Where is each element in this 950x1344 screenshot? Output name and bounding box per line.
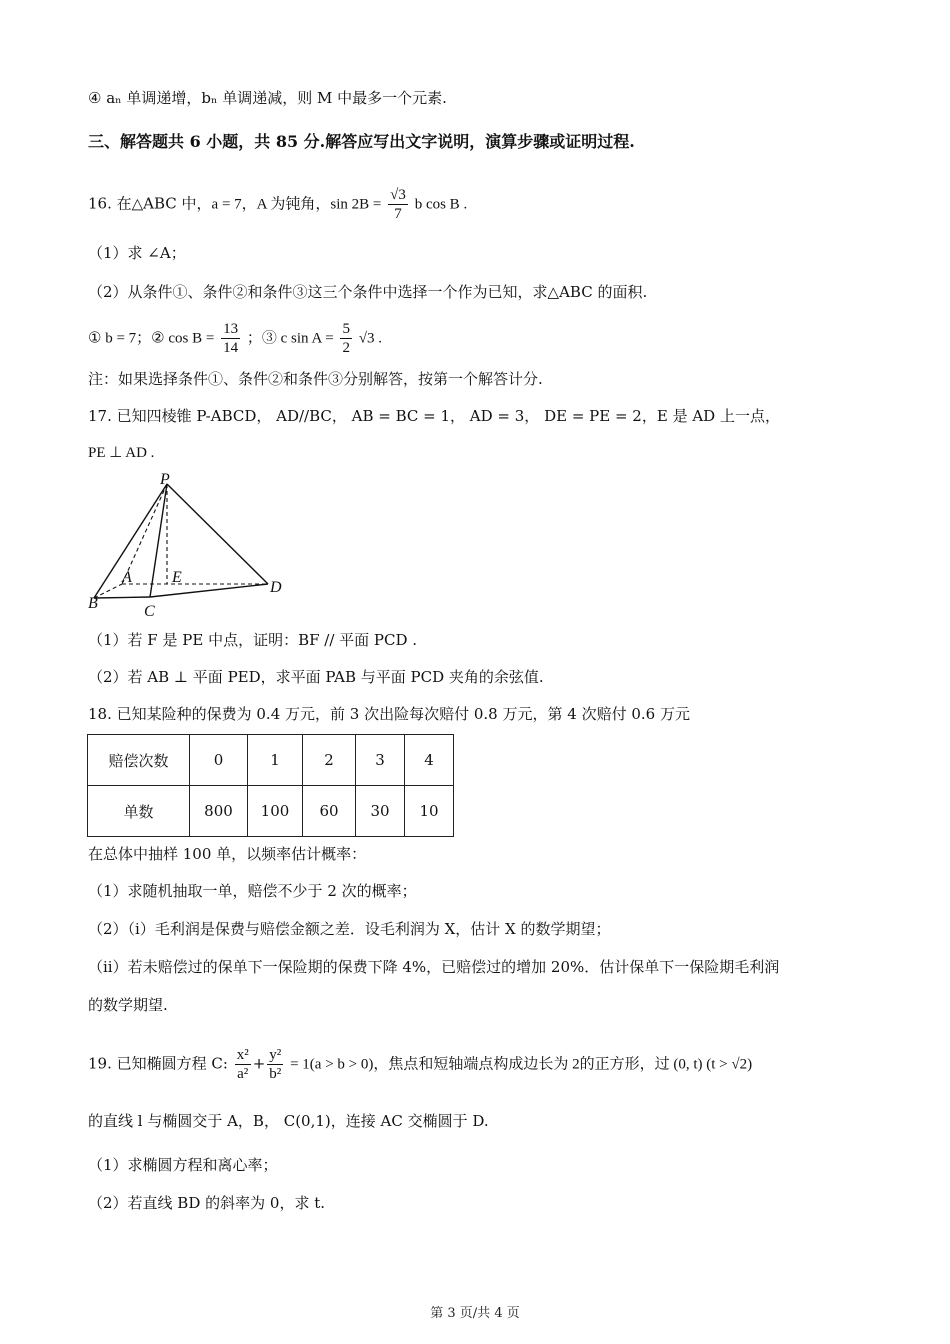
- label-P: P: [160, 471, 170, 488]
- q18-stem: 18. 已知某险种的保费为 0.4 万元，前 3 次出险每次赔付 0.8 万元，第 4 次赔付 0.6 万元: [88, 705, 690, 723]
- page-footer: 第 3 页/共 4 页: [430, 1306, 520, 1321]
- q16-cond3-fraction: [340, 320, 352, 357]
- q19-prefix: 19. 已知椭圆方程 C:: [88, 1054, 228, 1073]
- claims-table: [87, 734, 454, 837]
- q16-frac-den: 7: [394, 206, 402, 222]
- q19-frac-x-den: a²: [237, 1066, 249, 1082]
- label-B: B: [88, 595, 98, 612]
- label-C: C: [144, 603, 155, 620]
- table-row: [88, 786, 454, 837]
- table-cell: 1: [248, 735, 303, 786]
- q17-stem: 17. 已知四棱锥 P-ABCD， AD//BC， AB = BC = 1， AD = 3， DE = PE = 2，E 是 AD 上一点，: [88, 407, 780, 425]
- q16-note: 注：如果选择条件①、条件②和条件③分别解答，按第一个解答计分.: [88, 370, 543, 388]
- q18-part1: （1）求随机抽取一单，赔偿不少于 2 次的概率；: [88, 882, 417, 900]
- q16-cond3: ；③ c sin A =: [246, 330, 334, 347]
- q16-frac-num: √3: [390, 187, 406, 203]
- q16-part2: （2）从条件①、条件②和条件③这三个条件中选择一个作为已知，求△ABC 的面积.: [88, 283, 648, 301]
- q16-conditions: [88, 320, 382, 357]
- label-E: E: [172, 569, 182, 586]
- q19-frac-y-den: b²: [269, 1066, 282, 1082]
- q19-stem: 19. 已知椭圆方程 C: $\frac{\text{x²}}{\text{a²}}$ + $\frac{\text{y²}}{\text{b²}}$ = 1(a > b > 0)，焦点和短轴端点构成边长为 2的正方形，过 (0, t) (t > √2): [88, 1047, 753, 1082]
- q18-sample: 在总体中抽样 100 单，以频率估计概率：: [88, 845, 367, 863]
- q19-frac-y-num: y²: [269, 1047, 282, 1063]
- table-cell: 2: [303, 735, 356, 786]
- q17-part2: （2）若 AB ⊥ 平面 PED，求平面 PAB 与平面 PCD 夹角的余弦值.: [88, 668, 544, 686]
- q19-frac-x: [235, 1046, 251, 1083]
- table-cell: 单数: [88, 786, 190, 837]
- q19-frac-x-num: x²: [236, 1047, 249, 1063]
- q16-cond2-den: 14: [223, 340, 239, 356]
- q19-stem-cont: 的直线 l 与椭圆交于 A，B， C(0,1)，连接 AC 交椭圆于 D.: [88, 1112, 489, 1130]
- section-heading: 三、解答题共 6 小题，共 85 分.解答应写出文字说明，演算步骤或证明过程.: [88, 132, 635, 151]
- label-D: D: [270, 579, 282, 596]
- q16-cond3-den: 2: [342, 340, 350, 356]
- q18-part3: （ii）若未赔偿过的保单下一保险期的保费下降 4%，已赔偿过的增加 20%．估计保单下一保险期毛利润: [88, 958, 780, 976]
- q16-mid: a = 7，A 为钝角，sin 2B =: [211, 196, 382, 213]
- q19-part1: （1）求椭圆方程和离心率；: [88, 1156, 278, 1174]
- q16-fraction: [388, 186, 408, 223]
- table-cell: 60: [303, 786, 356, 837]
- q16-cond3-suffix: √3 .: [358, 330, 382, 347]
- table-cell: 赔偿次数: [88, 735, 190, 786]
- table-cell: 4: [405, 735, 454, 786]
- q17-part1: （1）若 F 是 PE 中点，证明：BF // 平面 PCD .: [88, 631, 418, 649]
- q16-suffix: b cos B .: [414, 196, 468, 213]
- q19-eq: = 1(a > b > 0)，焦点和短轴端点构成边长为 2的正方形，过 (0, t) (t > √2): [290, 1056, 753, 1073]
- table-cell: 30: [356, 786, 405, 837]
- line-q15-item4: ④ aₙ 单调递增，bₙ 单调递减，则 M 中最多一个元素.: [88, 89, 447, 107]
- table-cell: 10: [405, 786, 454, 837]
- table-cell: 3: [356, 735, 405, 786]
- q18-part4: 的数学期望.: [88, 996, 168, 1014]
- q17-stem-cont: PE ⊥ AD .: [88, 445, 155, 461]
- q18-part2: （2）（i）毛利润是保费与赔偿金额之差．设毛利润为 X，估计 X 的数学期望；: [88, 920, 611, 938]
- table-row: [88, 735, 454, 786]
- q16-stem: [88, 186, 467, 223]
- q16-prefix: 16. 在△ABC 中，: [88, 194, 212, 213]
- table-cell: 100: [248, 786, 303, 837]
- table-cell: 800: [190, 786, 248, 837]
- q16-part1: （1）求 ∠A；: [88, 244, 186, 262]
- q19-frac-y: [267, 1046, 283, 1083]
- q16-cond2-num: 13: [223, 321, 239, 337]
- label-A: A: [122, 569, 132, 586]
- pyramid-figure: [82, 470, 302, 620]
- q19-part2: （2）若直线 BD 的斜率为 0，求 t.: [88, 1194, 326, 1212]
- q16-cond1: ① b = 7；② cos B =: [88, 330, 215, 347]
- q16-cond3-num: 5: [342, 321, 350, 337]
- table-cell: 0: [190, 735, 248, 786]
- q16-cond2-fraction: [221, 320, 240, 357]
